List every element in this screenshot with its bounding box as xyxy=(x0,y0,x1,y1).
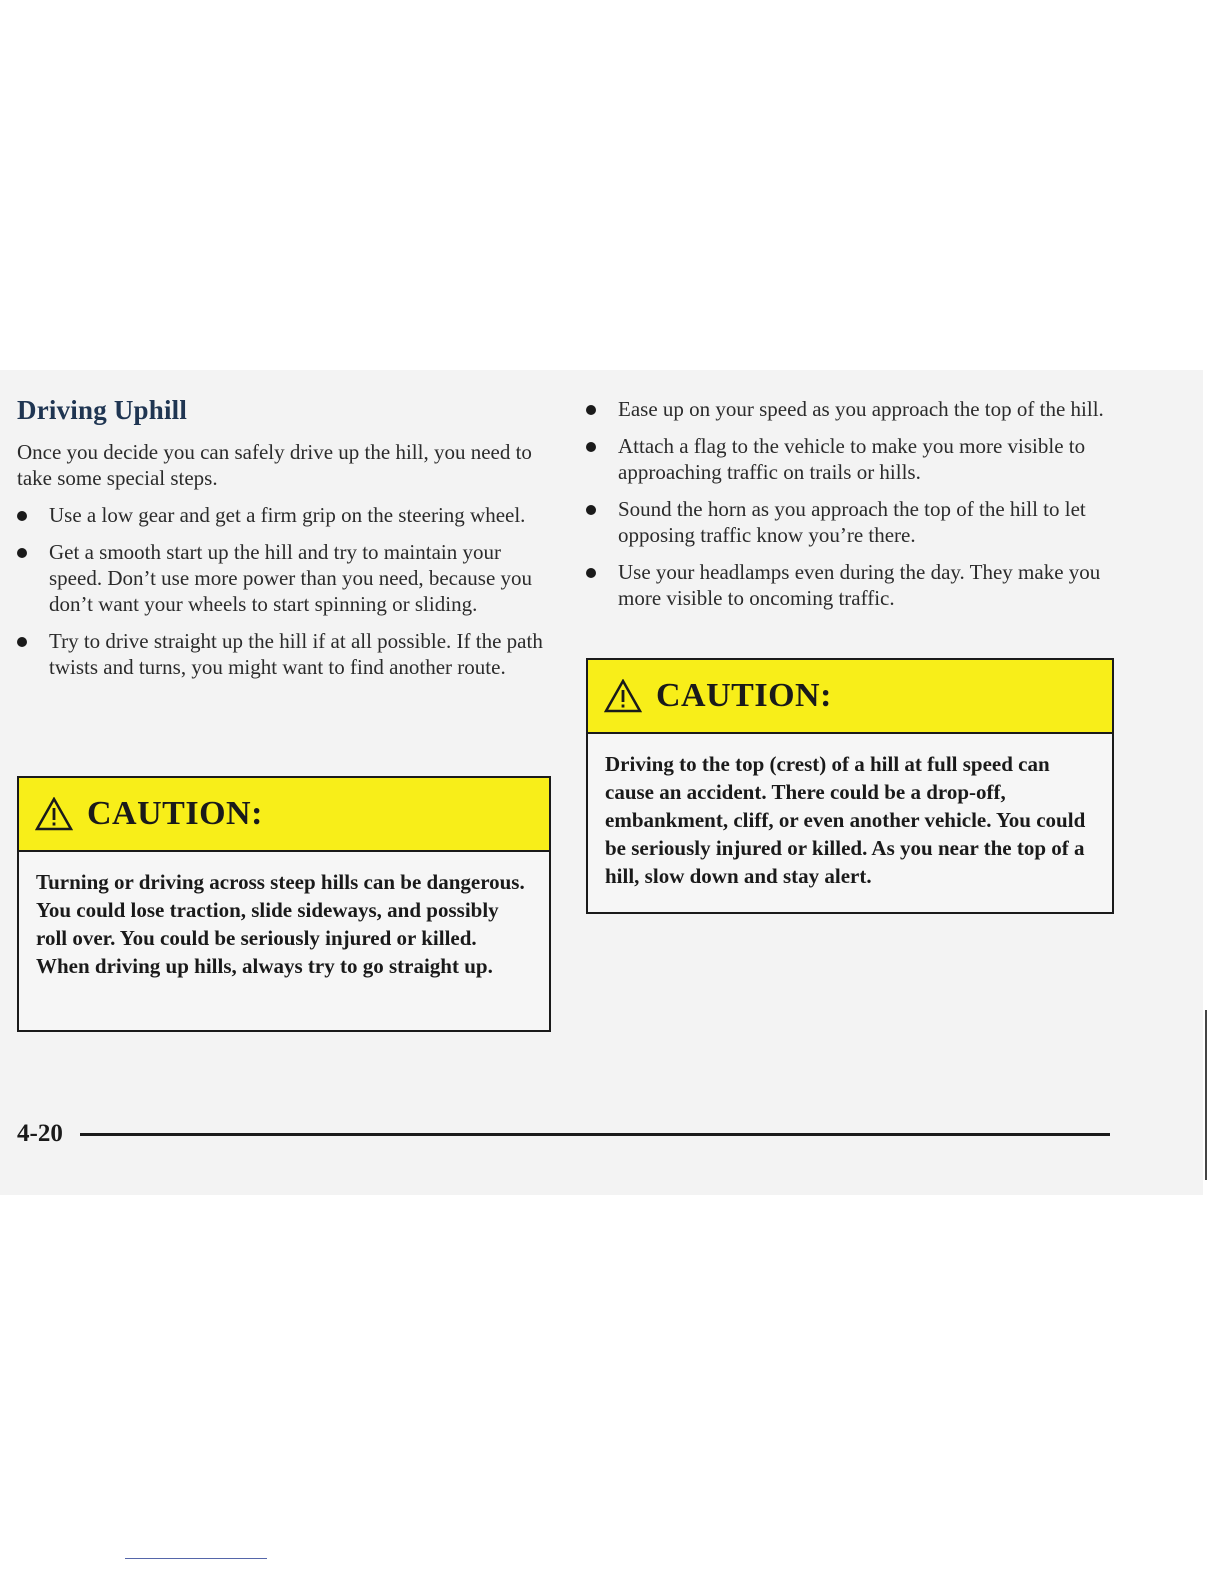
bullet-dot-icon xyxy=(17,637,27,647)
list-item-text: Use a low gear and get a firm grip on the steering wheel. xyxy=(49,503,526,527)
bullet-dot-icon xyxy=(586,568,596,578)
bullet-dot-icon xyxy=(586,505,596,515)
list-item xyxy=(586,396,1116,422)
left-bullet-list xyxy=(17,502,547,691)
bullet-dot-icon xyxy=(17,511,27,521)
caution-body: Driving to the top (crest) of a hill at full speed can cause an accident. There could be a drop-off, embankment, cliff, or even another vehicle. You could be seriously injured or killed. As you near the top of a hill, slow down and stay alert. xyxy=(605,752,1086,888)
list-item xyxy=(586,559,1116,611)
warning-triangle-icon xyxy=(604,679,642,713)
caution-header xyxy=(588,660,1112,734)
bottom-divider xyxy=(125,1558,267,1559)
list-item-text: Use your headlamps even during the day. They make you more visible to oncoming traffic. xyxy=(618,560,1101,610)
page-edge-divider xyxy=(1205,1010,1207,1180)
caution-box-left xyxy=(17,776,551,1032)
list-item xyxy=(586,496,1116,548)
caution-title: CAUTION: xyxy=(656,677,832,714)
manual-page xyxy=(0,370,1203,1195)
bullet-dot-icon xyxy=(586,405,596,415)
list-item xyxy=(17,539,547,617)
list-item xyxy=(586,433,1116,485)
footer-rule xyxy=(80,1133,1110,1136)
caution-body: Turning or driving across steep hills can be dangerous. You could lose traction, slide sideways, and possibly roll over. You could be seriously injured or killed. When driving up hills, always try to go straight up. xyxy=(36,870,525,978)
intro-paragraph: Once you decide you can safely drive up the hill, you need to take some special steps. xyxy=(17,440,532,490)
page-footer xyxy=(17,1120,1112,1150)
list-item-text: Get a smooth start up the hill and try to maintain your speed. Don’t use more power than you need, because you don’t want your wheels to start spinning or sliding. xyxy=(49,540,533,616)
list-item-text: Try to drive straight up the hill if at all possible. If the path twists and turns, you might want to find another route. xyxy=(49,629,543,679)
caution-header xyxy=(19,778,549,852)
bullet-dot-icon xyxy=(17,548,27,558)
caution-title: CAUTION: xyxy=(87,795,263,832)
list-item xyxy=(17,628,547,680)
caution-box-right xyxy=(586,658,1114,914)
section-heading: Driving Uphill xyxy=(17,395,188,425)
list-item-text: Ease up on your speed as you approach the top of the hill. xyxy=(618,397,1104,421)
right-bullet-list xyxy=(586,396,1116,622)
list-item xyxy=(17,502,547,528)
page-number: 4-20 xyxy=(17,1120,63,1147)
list-item-text: Sound the horn as you approach the top of the hill to let opposing traffic know you’re there. xyxy=(618,497,1086,547)
bullet-dot-icon xyxy=(586,442,596,452)
warning-triangle-icon xyxy=(35,797,73,831)
list-item-text: Attach a flag to the vehicle to make you more visible to approaching traffic on trails or hills. xyxy=(618,434,1086,484)
